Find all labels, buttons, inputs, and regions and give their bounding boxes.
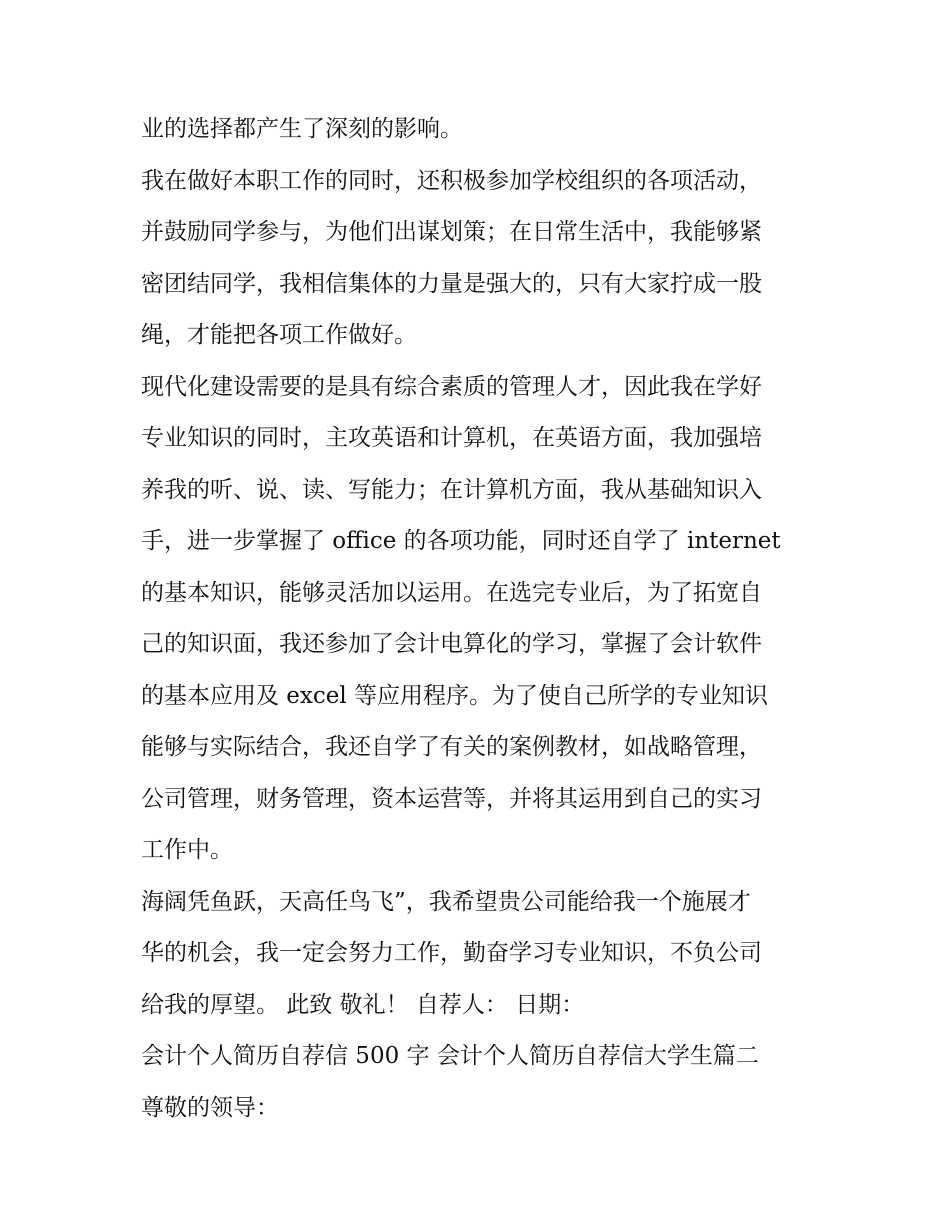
text-line: 华的机会，我一定会努力工作，勤奋学习专业知识，不负公司 — [141, 940, 762, 966]
text-line: 的基本应用及 excel 等应用程序。为了使自己所学的专业知识 — [141, 682, 769, 709]
text-line: 密团结同学，我相信集体的力量是强大的，只有大家拧成一股 — [141, 270, 762, 297]
text-line: 己的知识面，我还参加了会计电算化的学习，掌握了会计软件 — [141, 631, 762, 657]
text-line: 尊敬的领导： — [141, 1094, 279, 1121]
text-line: 我在做好本职工作的同时，还积极参加学校组织的各项活动， — [141, 167, 762, 194]
text-line: 的基本知识，能够灵活加以运用。在选完专业后，为了拓宽自 — [141, 579, 762, 606]
text-line: 海阔凭鱼跃，天高任鸟飞”，我希望贵公司能给我一个施展才 — [141, 888, 751, 915]
text-line: 并鼓励同学参与，为他们出谋划策；在日常生活中，我能够紧 — [141, 219, 762, 245]
text-line: 养我的听、说、读、写能力；在计算机方面，我从基础知识入 — [141, 476, 762, 503]
text-line: 业的选择都产生了深刻的影响。 — [141, 116, 463, 142]
text-line: 给我的厚望。 此致 敬礼！ 自荐人： 日期： — [141, 991, 585, 1018]
text-line: 绳，才能把各项工作做好。 — [141, 322, 417, 348]
text-line: 会计个人简历自荐信 500 字 会计个人简历自荐信大学生篇二 — [141, 1043, 759, 1069]
text-line: 手，进一步掌握了 office 的各项功能，同时还自学了 internet — [141, 528, 781, 554]
text-line: 工作中。 — [141, 837, 233, 863]
text-line: 专业知识的同时，主攻英语和计算机，在英语方面，我加强培 — [141, 425, 762, 451]
document-body — [141, 104, 821, 1134]
text-line: 公司管理，财务管理，资本运营等，并将其运用到自己的实习 — [141, 785, 762, 812]
text-line: 能够与实际结合，我还自学了有关的案例教材，如战略管理， — [141, 734, 762, 760]
text-line: 现代化建设需要的是具有综合素质的管理人才，因此我在学好 — [141, 373, 762, 400]
